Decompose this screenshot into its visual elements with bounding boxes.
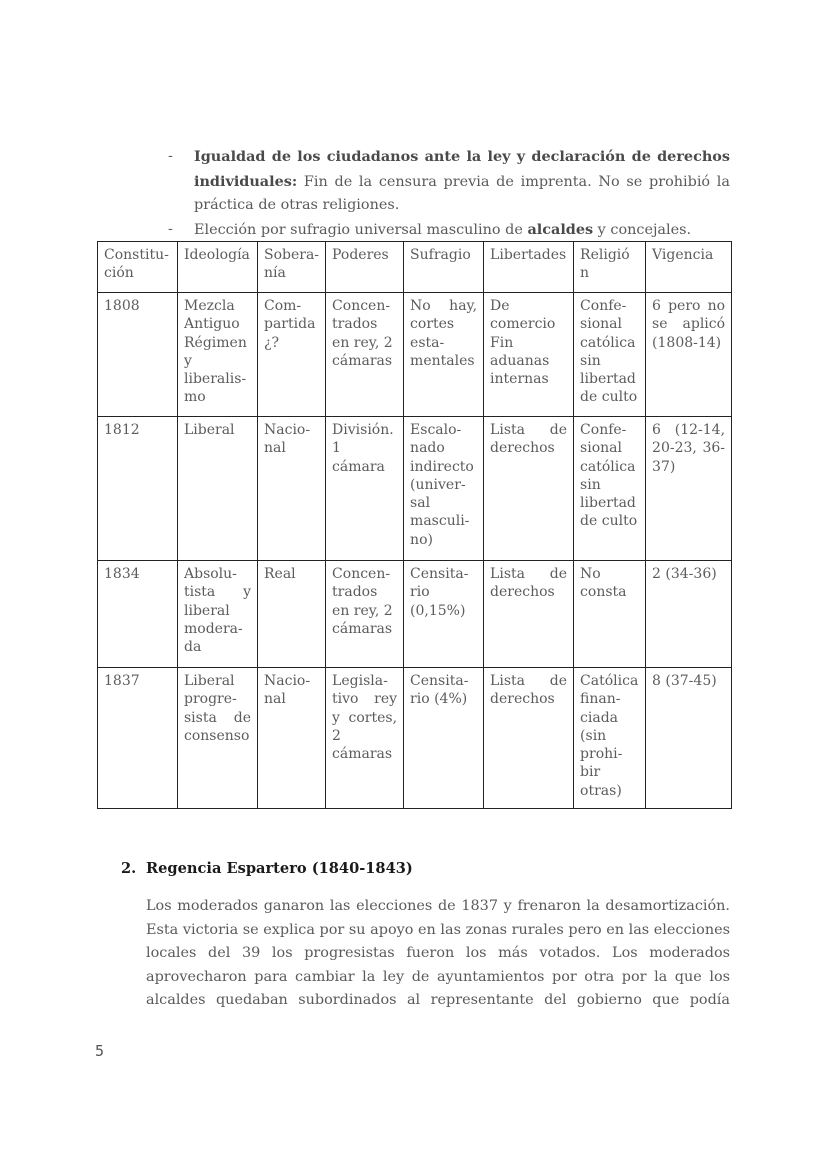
- page-number: 5: [95, 1042, 105, 1060]
- table-cell: 6 (12-14, 20-23, 36-37): [646, 417, 732, 561]
- table-cell: 8 (37-45): [646, 668, 732, 809]
- table-cell: Concen-trados en rey, 2 cámaras: [326, 293, 404, 417]
- table-cell: 1812: [98, 417, 178, 561]
- table-cell: Nacio-nal: [258, 417, 326, 561]
- table-row: [98, 668, 732, 809]
- table-cell: Real: [258, 561, 326, 668]
- table-cell: De comercio Fin aduanas internas: [484, 293, 574, 417]
- table-cell: Liberal: [178, 417, 258, 561]
- table-cell: Legisla-tivo rey y cortes, 2 cámaras: [326, 668, 404, 809]
- bullet-bold-text: alcaldes: [527, 220, 594, 238]
- header-cell: Ideología: [178, 242, 258, 293]
- header-cell: Sobera-nía: [258, 242, 326, 293]
- bullet-text: y concejales.: [593, 221, 692, 238]
- bullet-bold-text: Igualdad de los ciudadanos ante la ley y declaración de derechos individuales:: [194, 148, 730, 190]
- header-cell: Vigencia: [646, 242, 732, 293]
- body-paragraph: Los moderados ganaron las elecciones de 1837 y frenaron la desamortización. Esta victoria se explica por su apoyo en las zonas rurales pero en las elecciones locales del 39 los progresistas fueron los más votados. Los moderados aprovecharon para cambiar la ley de ayuntamientos por otra por la que los alcaldes quedaban subordinados al representante del gobierno que podía: [146, 898, 730, 1008]
- table-cell: Lista de derechos: [484, 417, 574, 561]
- bullet-list: [165, 145, 730, 242]
- bullet-item: [165, 218, 730, 243]
- bullet-marker: -: [168, 148, 173, 164]
- table-cell: Censita-rio (4%): [404, 668, 484, 809]
- bullet-marker: -: [168, 220, 173, 237]
- section-number: 2.: [121, 860, 137, 877]
- constitutions-table: [97, 241, 732, 809]
- table-cell: 1808: [98, 293, 178, 417]
- table-cell: Mezcla Antiguo Régimen y liberalis-mo: [178, 293, 258, 417]
- header-cell: Constitu-ción: [98, 242, 178, 293]
- header-cell: Religió n: [574, 242, 646, 293]
- table-cell: Liberal progre-sista de consenso: [178, 668, 258, 809]
- table-cell: No hay, cortes esta-mentales: [404, 293, 484, 417]
- table-cell: 2 (34-36): [646, 561, 732, 668]
- section-heading: [121, 860, 413, 877]
- table-cell: Lista de derechos: [484, 668, 574, 809]
- header-cell: Libertades: [484, 242, 574, 293]
- bullet-text: Fin de la censura previa de imprenta. No se prohibió la práctica de otras religiones.: [194, 173, 730, 213]
- table-row: [98, 561, 732, 668]
- table-cell: 1834: [98, 561, 178, 668]
- table-cell: Lista de derechos: [484, 561, 574, 668]
- header-cell: Poderes: [326, 242, 404, 293]
- table-cell: Censita-rio (0,15%): [404, 561, 484, 668]
- table-cell: No consta: [574, 561, 646, 668]
- table-row: [98, 293, 732, 417]
- table-cell: Escalo-nado indirecto (univer-sal masculi-no): [404, 417, 484, 561]
- table-cell: Nacio-nal: [258, 668, 326, 809]
- table-cell: Confe-sional católica sin libertad de culto: [574, 293, 646, 417]
- table-cell: Confe-sional católica sin libertad de culto: [574, 417, 646, 561]
- table-cell: División. 1 cámara: [326, 417, 404, 561]
- section-title: Regencia Espartero (1840-1843): [146, 860, 413, 877]
- table-cell: 6 pero no se aplicó (1808-14): [646, 293, 732, 417]
- table-cell: 1837: [98, 668, 178, 809]
- table-header-row: [98, 242, 732, 293]
- bullet-item: [165, 145, 730, 218]
- table-row: [98, 417, 732, 561]
- table-cell: Com-partida ¿?: [258, 293, 326, 417]
- table-cell: Católica finan-ciada (sin prohi-bir otras): [574, 668, 646, 809]
- table-cell: Absolu-tista y liberal modera-da: [178, 561, 258, 668]
- bullet-text: Elección por sufragio universal masculino de: [194, 221, 528, 238]
- header-cell: Sufragio: [404, 242, 484, 293]
- table-cell: Concen-trados en rey, 2 cámaras: [326, 561, 404, 668]
